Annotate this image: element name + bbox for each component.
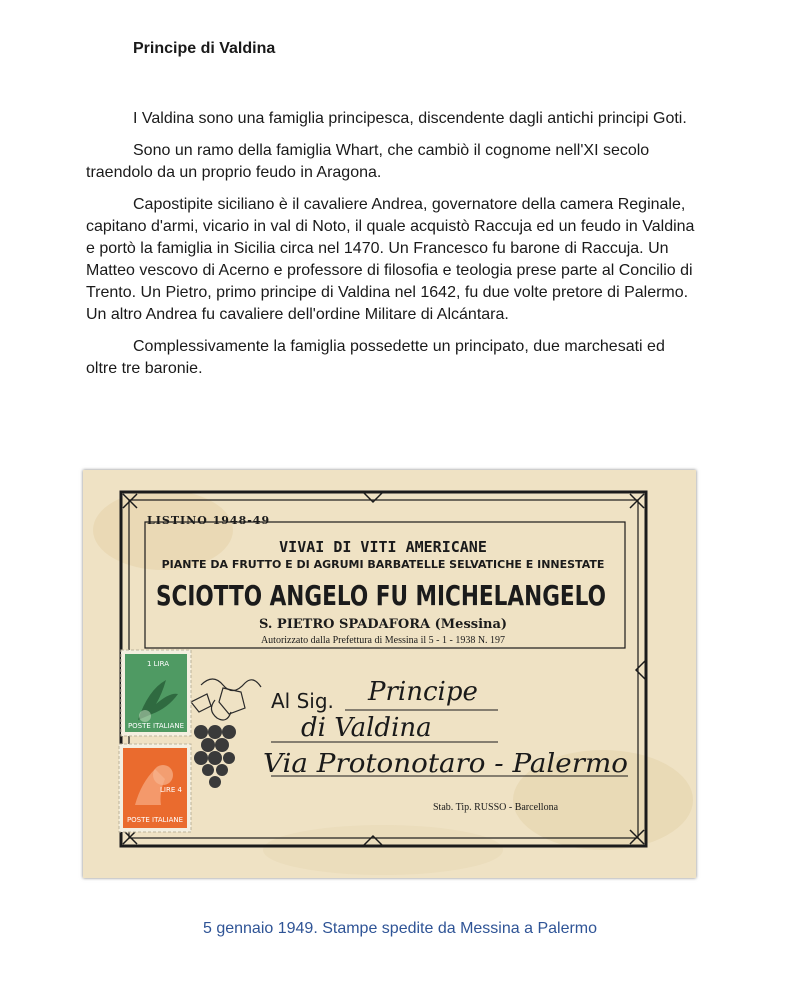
- stamp-4-lire: [119, 744, 191, 832]
- paragraph: Complessivamente la famiglia possedette un principato, due marchesati ed oltre tre baronie.: [86, 338, 665, 377]
- stamp-value: LIRE 4: [160, 786, 182, 794]
- image-caption: 5 gennaio 1949. Stampe spedite da Messina a Palermo: [202, 920, 598, 937]
- postcard-authorization: Autorizzato dalla Prefettura di Messina il 5 - 1 - 1938 N. 197: [260, 635, 506, 646]
- paragraph: Sono un ramo della famiglia Whart, che cambiò il cognome nell'XI secolo traendolo da un proprio feudo in Aragona.: [86, 142, 650, 181]
- grapes-icon: [194, 725, 236, 788]
- handwritten-line: di Valdina: [301, 713, 432, 743]
- postcard-name: SCIOTTO ANGELO FU MICHELANGELO: [156, 579, 606, 612]
- page-title: Principe di Valdina: [133, 40, 276, 57]
- stamp-value: 1 LIRA: [146, 660, 170, 668]
- article-body: [86, 108, 696, 390]
- postcard-image: [83, 470, 696, 878]
- postcard-recipient-prefix: Al Sig.: [271, 689, 334, 713]
- grape-vine-illustration: [191, 679, 261, 720]
- postcard-printer: Stab. Tip. RUSSO - Barcellona: [433, 802, 559, 813]
- postcard-address: S. PIETRO SPADAFORA (Messina): [258, 617, 508, 632]
- stamp-text: POSTE ITALIANE: [127, 722, 185, 730]
- stamp-1-lira: [121, 650, 191, 736]
- postcard-vivai: VIVAI DI VITI AMERICANE: [279, 538, 487, 556]
- postcard-listino: LISTINO 1948-49: [147, 514, 271, 527]
- paragraph: I Valdina sono una famiglia principesca, discendente dagli antichi principi Goti.: [133, 110, 687, 127]
- handwritten-line: Via Protonotaro - Palermo: [263, 749, 628, 779]
- postcard-drawing: [83, 470, 696, 878]
- handwritten-line: Principe: [368, 677, 478, 707]
- stamp-text: POSTE ITALIANE: [126, 816, 184, 824]
- postcard-piante: PIANTE DA FRUTTO E DI AGRUMI BARBATELLE SELVATICHE E INNESTATE: [161, 558, 605, 571]
- paragraph: Capostipite siciliano è il cavaliere Andrea, governatore della camera Reginale, capitano d'armi, vicario in val di Noto, il quale acquistò Raccuja ed un feudo in Valdina e portò la famiglia in Sicilia circa nel 1470. Un Francesco fu barone di Raccuja. Un Matteo vescovo di Acerno e professore di filosofia e teologia prese parte al Concilio di Trento. Un Pietro, primo principe di Valdina nel 1642, fu due volte pretore di Palermo. Un altro Andrea fu cavaliere dell'ordine Militare di Alcántara.: [86, 196, 695, 323]
